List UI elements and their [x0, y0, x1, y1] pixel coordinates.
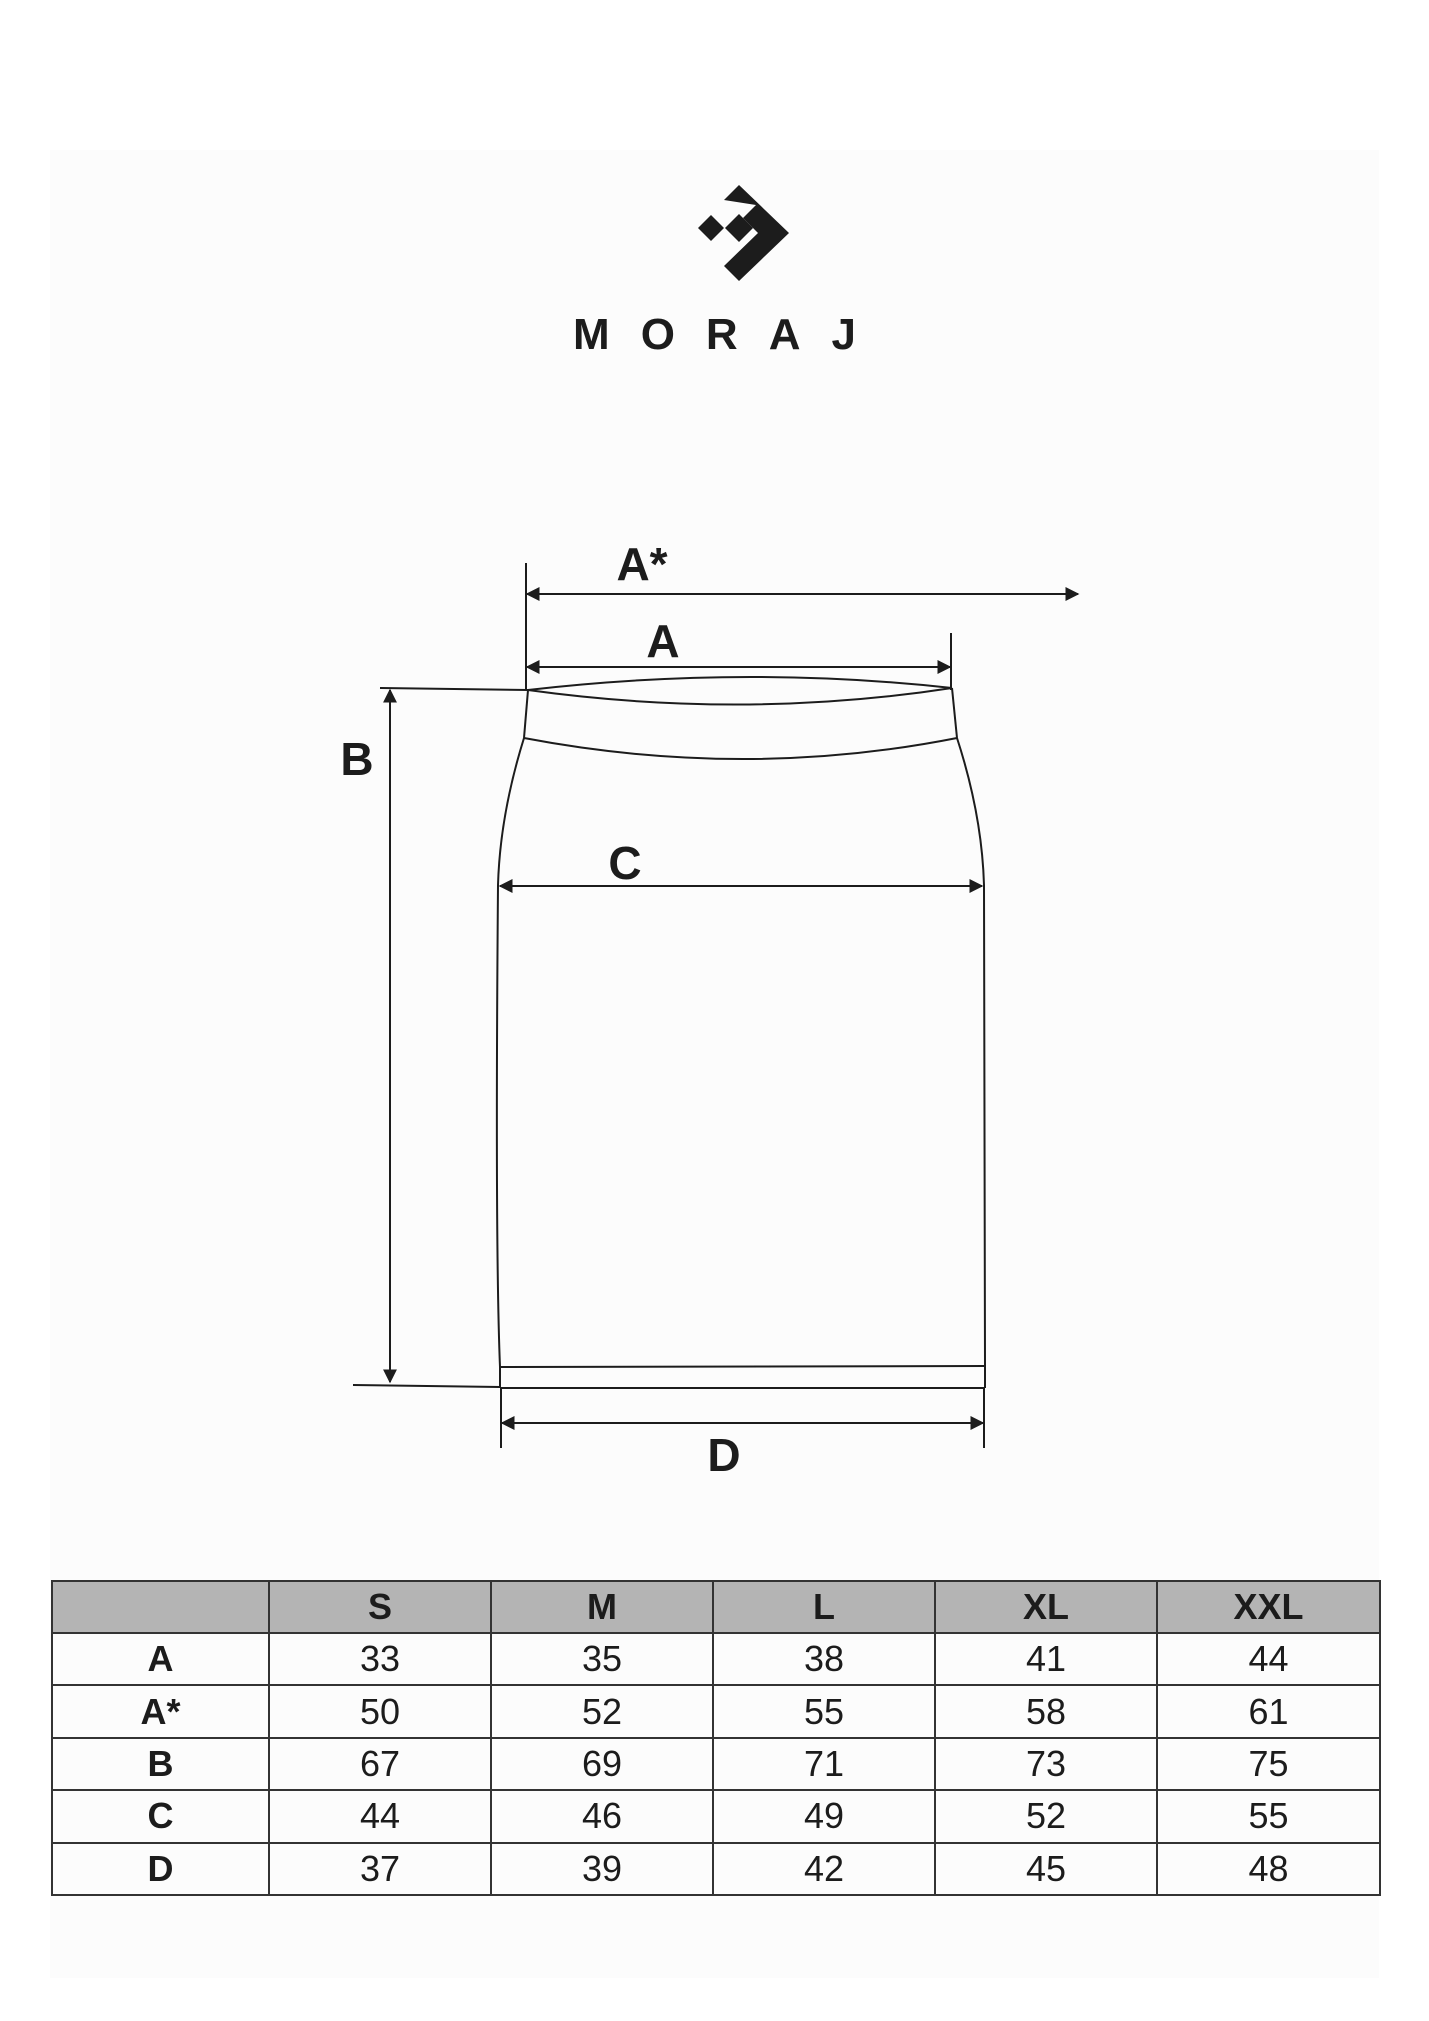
table-cell: 45	[935, 1843, 1157, 1895]
brand-logo	[0, 185, 1429, 375]
table-cell: 55	[713, 1685, 935, 1737]
brand-name: MORAJ	[573, 310, 887, 359]
table-cell: 75	[1157, 1738, 1380, 1790]
table-cell: 37	[269, 1843, 491, 1895]
label-c: C	[608, 837, 642, 889]
label-a-star: A*	[616, 545, 668, 590]
label-b: B	[340, 733, 374, 785]
table-cell: 49	[713, 1790, 935, 1842]
size-table	[51, 1580, 1381, 1896]
row-label: B	[52, 1738, 269, 1790]
table-cell: 48	[1157, 1843, 1380, 1895]
label-d: D	[707, 1429, 741, 1481]
table-row	[52, 1685, 1380, 1737]
table-cell: 46	[491, 1790, 713, 1842]
table-row	[52, 1738, 1380, 1790]
table-cell: 58	[935, 1685, 1157, 1737]
table-row	[52, 1633, 1380, 1685]
row-label: A	[52, 1633, 269, 1685]
table-cell: 41	[935, 1633, 1157, 1685]
table-cell: 69	[491, 1738, 713, 1790]
skirt-measurement-diagram	[330, 545, 1110, 1495]
table-cell: 35	[491, 1633, 713, 1685]
table-cell: 39	[491, 1843, 713, 1895]
table-cell: 67	[269, 1738, 491, 1790]
row-label: C	[52, 1790, 269, 1842]
table-cell: 52	[935, 1790, 1157, 1842]
label-a: A	[646, 615, 680, 667]
table-row	[52, 1790, 1380, 1842]
moraj-chevron-logo-icon	[698, 185, 796, 285]
table-cell: 44	[1157, 1633, 1380, 1685]
header-cell-size: M	[491, 1581, 713, 1633]
table-cell: 38	[713, 1633, 935, 1685]
table-cell: 73	[935, 1738, 1157, 1790]
header-cell-size: XXL	[1157, 1581, 1380, 1633]
table-cell: 71	[713, 1738, 935, 1790]
header-cell-size: XL	[935, 1581, 1157, 1633]
table-cell: 44	[269, 1790, 491, 1842]
header-cell-empty	[52, 1581, 269, 1633]
table-cell: 61	[1157, 1685, 1380, 1737]
header-cell-size: S	[269, 1581, 491, 1633]
table-cell: 33	[269, 1633, 491, 1685]
size-table-header-row	[52, 1581, 1380, 1633]
skirt-outline	[497, 677, 985, 1388]
table-cell: 42	[713, 1843, 935, 1895]
header-cell-size: L	[713, 1581, 935, 1633]
row-label: D	[52, 1843, 269, 1895]
skirt-diagram-svg	[330, 545, 1110, 1495]
table-cell: 55	[1157, 1790, 1380, 1842]
table-cell: 52	[491, 1685, 713, 1737]
table-cell: 50	[269, 1685, 491, 1737]
table-row	[52, 1843, 1380, 1895]
row-label: A*	[52, 1685, 269, 1737]
